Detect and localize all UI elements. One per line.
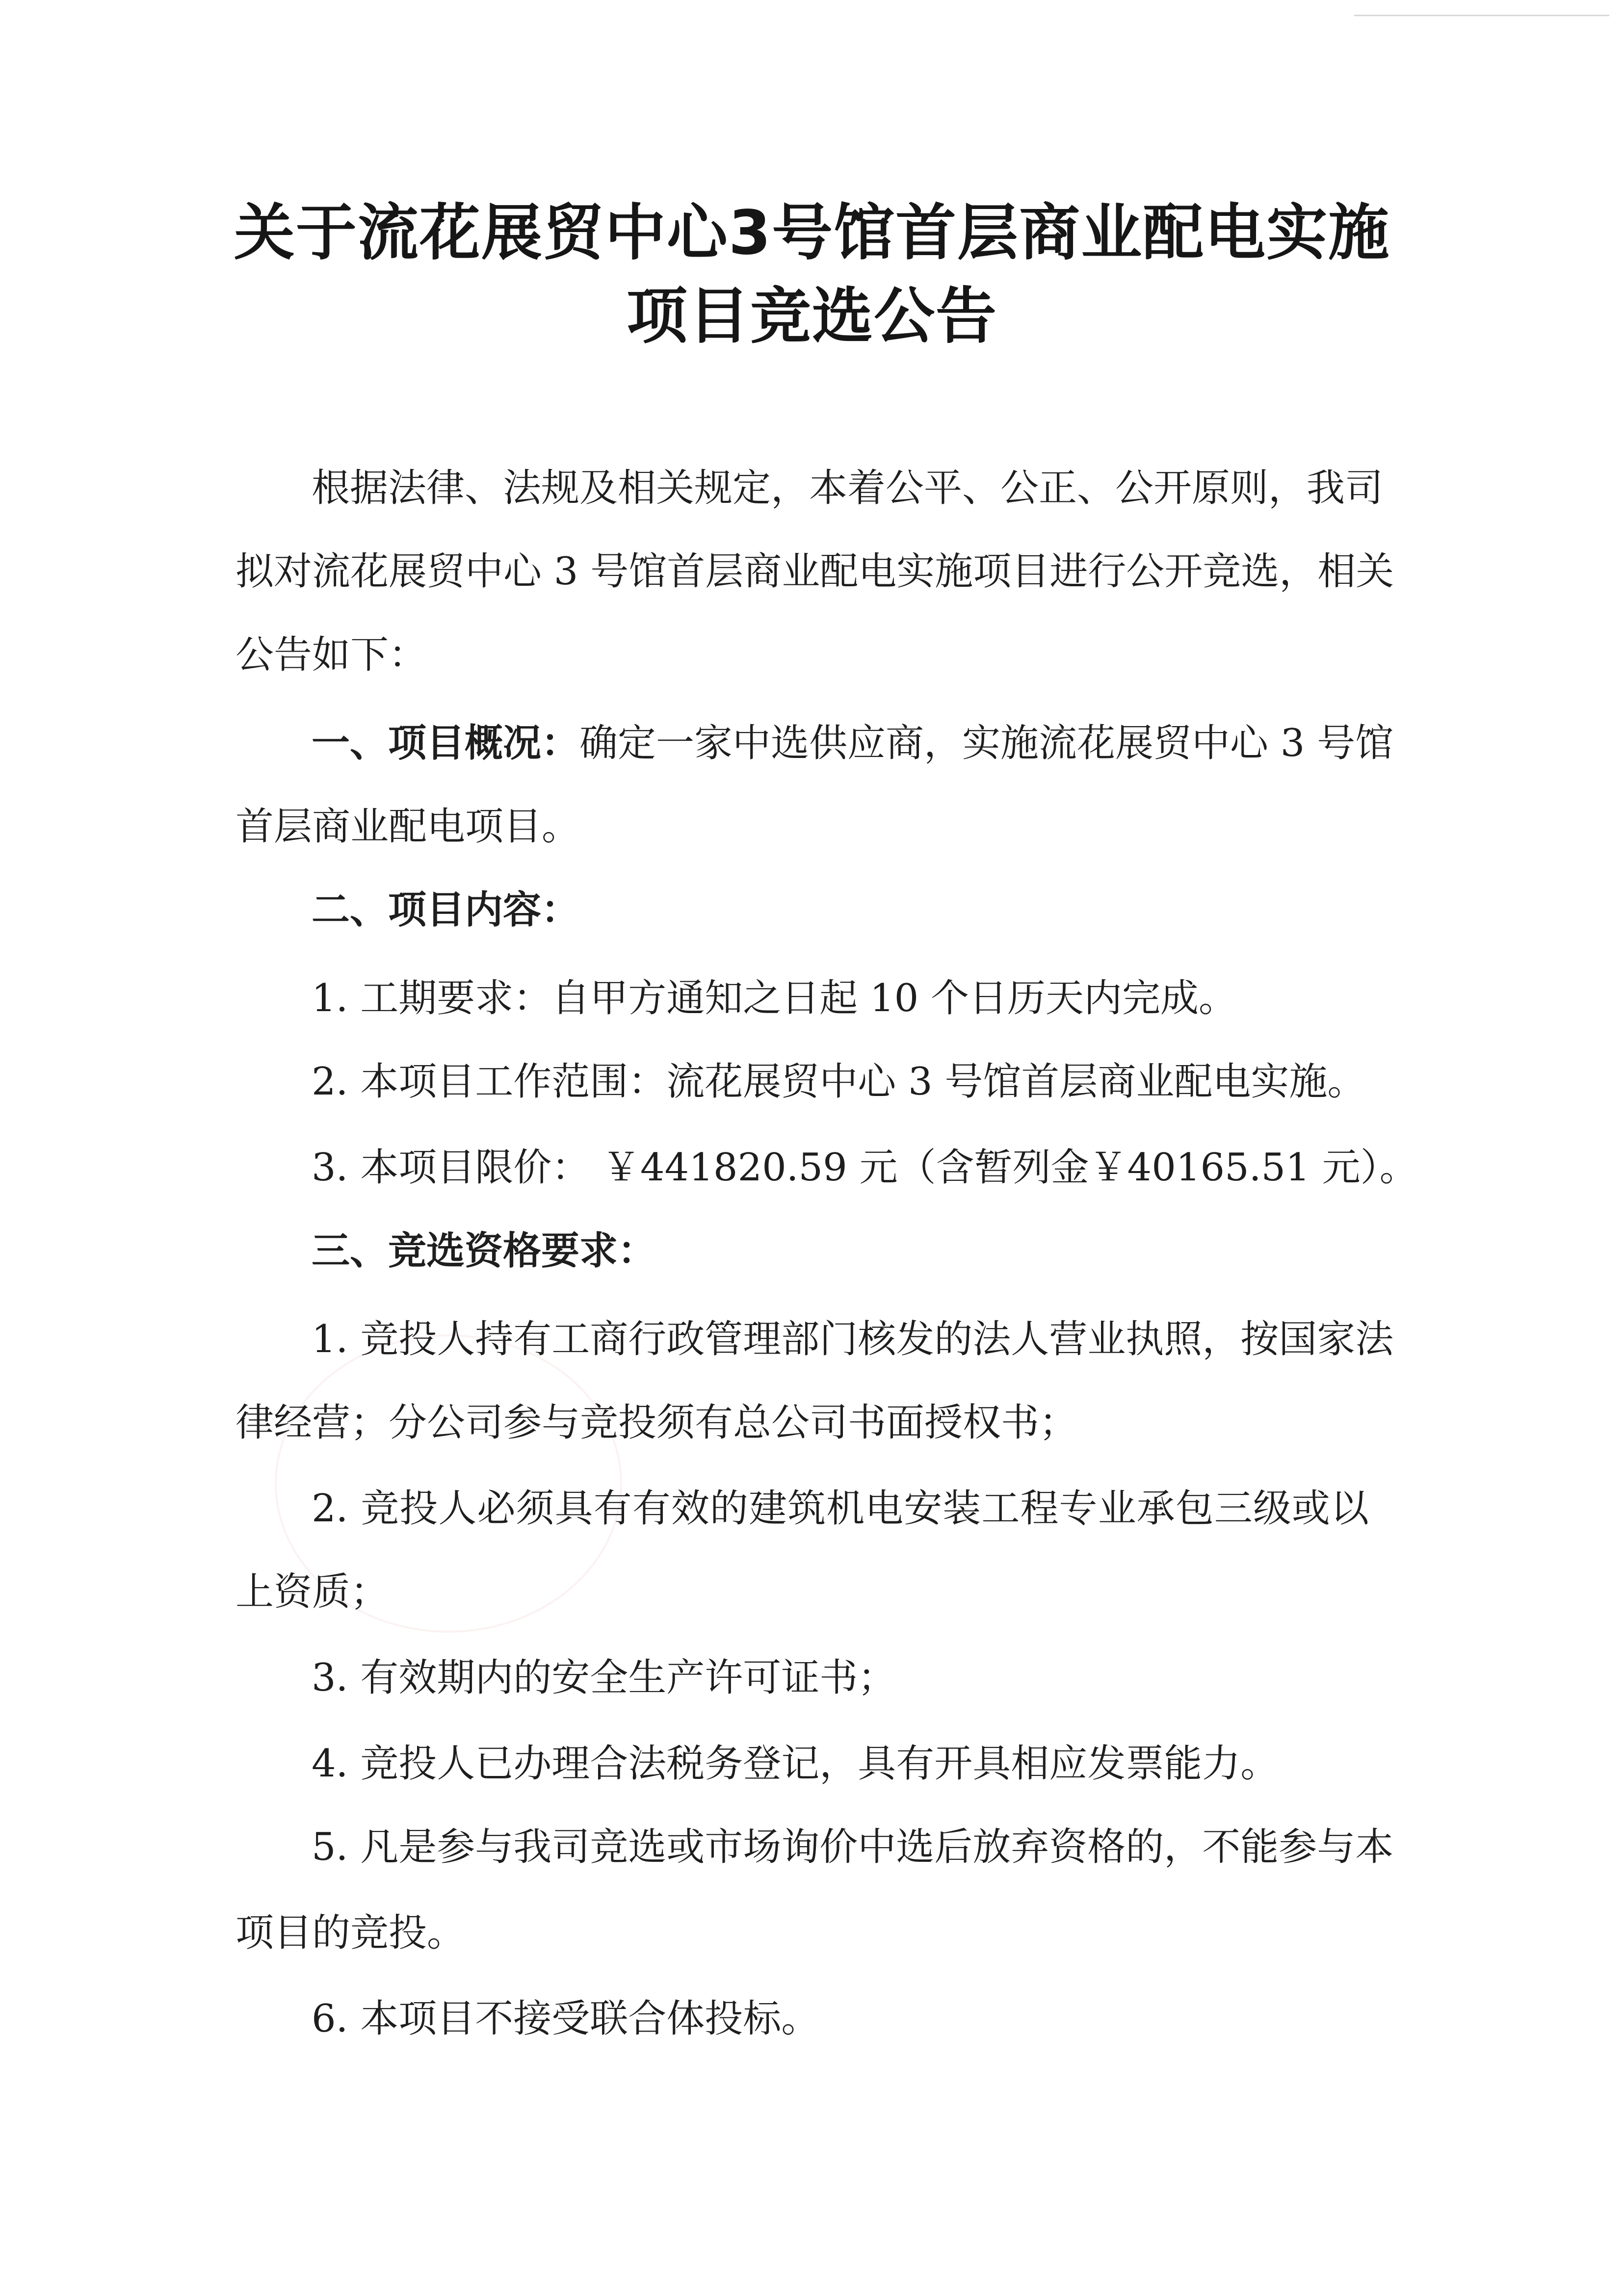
intro-line-3: 公告如下： [236,633,427,677]
section-3-item-6: 6. 本项目不接受联合体投标。 [312,1997,820,2041]
section-2-item-2: 2. 本项目工作范围：流花展贸中心 3 号馆首层商业配电实施。 [312,1060,1366,1104]
section-2-item-3: 3. 本项目限价： ￥441820.59 元（含暂列金￥40165.51 元）。 [312,1146,1418,1190]
section-3-item-1-line-1: 1. 竞投人持有工商行政管理部门核发的法人营业执照，按国家法 [312,1317,1394,1361]
section-3-item-5-line-1: 5. 凡是参与我司竞选或市场询价中选后放弃资格的，不能参与本 [312,1825,1394,1869]
section-2-heading: 二、项目内容： [312,888,580,932]
scan-edge-mark [1354,15,1609,16]
intro-line-2: 拟对流花展贸中心 3 号馆首层商业配电实施项目进行公开竞选，相关 [236,549,1394,594]
section-3-item-2-line-2: 上资质； [236,1570,389,1614]
section-3-item-2-line-1: 2. 竞投人必须具有有效的建筑机电安装工程专业承包三级或以 [312,1487,1369,1531]
intro-line-1: 根据法律、法规及相关规定，本着公平、公正、公开原则，我司 [312,466,1384,510]
section-1-text: 确定一家中选供应商，实施流花展贸中心 3 号馆 [579,721,1394,765]
section-1-line-1 [312,719,1393,768]
section-1-heading: 一、项目概况： [312,721,580,765]
section-3-item-1-line-2: 律经营；分公司参与竞投须有总公司书面授权书； [236,1401,1078,1445]
section-2-item-1: 1. 工期要求：自甲方通知之日起 10 个日历天内完成。 [312,976,1237,1020]
section-3-item-5-line-2: 项目的竞投。 [236,1911,466,1955]
section-3-item-4: 4. 竞投人已办理合法税务登记，具有开具相应发票能力。 [312,1742,1279,1786]
section-3-heading: 三、竞选资格要求： [312,1229,656,1273]
section-3-item-3: 3. 有效期内的安全生产许可证书； [312,1656,896,1700]
document-title-line-1: 关于流花展贸中心3号馆首层商业配电实施 [234,198,1390,268]
section-1-line-2: 首层商业配电项目。 [236,805,580,849]
document-title-line-2: 项目竞选公告 [626,281,997,352]
